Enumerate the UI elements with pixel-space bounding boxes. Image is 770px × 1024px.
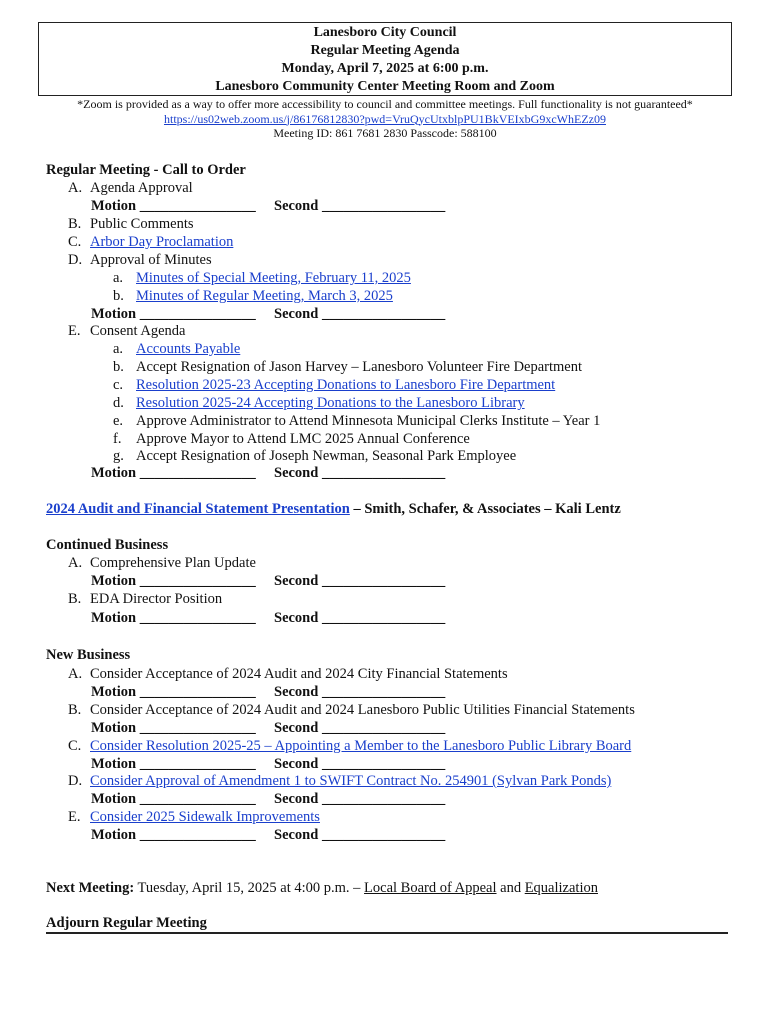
- public-comments-label: Public Comments: [90, 216, 194, 232]
- list-item: c. Resolution 2025-23 Accepting Donations to Lanesboro Fire Department: [113, 377, 556, 393]
- meeting-date: Monday, April 7, 2025 at 6:00 p.m.: [281, 61, 489, 76]
- list-item: E. Consider 2025 Sidewalk Improvements: [68, 809, 320, 825]
- list-item: D. Approval of Minutes: [68, 252, 212, 268]
- list-item: d. Resolution 2025-24 Accepting Donations to the Lanesboro Library: [113, 395, 525, 411]
- zoom-info: [0, 97, 770, 141]
- motion-line: Motion ________________ Second _________________: [91, 720, 446, 736]
- motion-line: Motion ________________ Second _________________: [91, 573, 446, 589]
- motion-line: Motion ________________ Second _________________: [91, 756, 446, 772]
- meeting-location: Lanesboro Community Center Meeting Room and Zoom: [215, 79, 555, 94]
- bottom-rule: [46, 932, 728, 934]
- motion-line: Motion ________________ Second _________________: [91, 791, 446, 807]
- motion-line: Motion ________________ Second _________________: [91, 198, 446, 214]
- section-heading-continued: Continued Business: [46, 537, 169, 553]
- regular-meeting-minutes-link[interactable]: Minutes of Regular Meeting, March 3, 2025: [136, 288, 393, 304]
- approval-of-minutes-label: Approval of Minutes: [90, 252, 212, 268]
- zoom-disclaimer: *Zoom is provided as a way to offer more accessibility to council and committee meetings. Full functionality is not guaranteed*: [77, 97, 693, 111]
- motion-line: Motion ________________ Second _________________: [91, 684, 446, 700]
- next-meeting-line: Next Meeting: Tuesday, April 15, 2025 at 4:00 p.m. – Local Board of Appeal and Equalization: [46, 880, 598, 896]
- motion-line: Motion ________________ Second _________________: [91, 465, 446, 481]
- agenda-type: Regular Meeting Agenda: [310, 43, 460, 58]
- council-name: Lanesboro City Council: [313, 25, 457, 40]
- list-item: f. Approve Mayor to Attend LMC 2025 Annual Conference: [113, 431, 470, 447]
- list-item: b. Accept Resignation of Jason Harvey – Lanesboro Volunteer Fire Department: [113, 359, 583, 375]
- zoom-link[interactable]: https://us02web.zoom.us/j/86176812830?pwd=VruQycUtxblpPU1BkVEIxbG9xcWhEZz09: [163, 111, 606, 126]
- arbor-day-link[interactable]: Arbor Day Proclamation: [90, 234, 234, 250]
- list-item: g. Accept Resignation of Joseph Newman, Seasonal Park Employee: [113, 448, 517, 464]
- section-heading-regular: Regular Meeting - Call to Order: [46, 162, 246, 178]
- audit-presentation-link[interactable]: 2024 Audit and Financial Statement Presentation: [46, 501, 350, 517]
- list-item: A. Agenda Approval: [68, 180, 193, 196]
- adjourn-heading: Adjourn Regular Meeting: [46, 915, 207, 931]
- list-item: B. Public Comments: [68, 216, 194, 232]
- list-item: C. Arbor Day Proclamation: [68, 234, 234, 250]
- list-item: E. Consent Agenda: [68, 323, 186, 339]
- list-item: b. Minutes of Regular Meeting, March 3, 2025: [113, 288, 393, 304]
- sidewalk-improvements-link[interactable]: Consider 2025 Sidewalk Improvements: [90, 809, 320, 825]
- list-item: B. EDA Director Position: [68, 591, 223, 607]
- motion-line: Motion ________________ Second _________________: [91, 610, 446, 626]
- resolution-2025-24-link[interactable]: Resolution 2025-24 Accepting Donations to the Lanesboro Library: [136, 395, 525, 411]
- resolution-2025-25-link[interactable]: Consider Resolution 2025-25 – Appointing a Member to the Lanesboro Public Library Board: [90, 738, 632, 754]
- list-item: B. Consider Acceptance of 2024 Audit and 2024 Lanesboro Public Utilities Financial Statements: [68, 702, 635, 718]
- accounts-payable-link[interactable]: Accounts Payable: [136, 341, 241, 357]
- zoom-meeting-id: Meeting ID: 861 7681 2830 Passcode: 588100: [273, 126, 497, 140]
- list-item: C. Consider Resolution 2025-25 – Appointing a Member to the Lanesboro Public Library Board: [68, 738, 632, 754]
- swift-contract-link[interactable]: Consider Approval of Amendment 1 to SWIFT Contract No. 254901 (Sylvan Park Ponds): [90, 773, 612, 789]
- list-item: a. Minutes of Special Meeting, February 11, 2025: [113, 270, 411, 286]
- motion-line: Motion ________________ Second _________________: [91, 827, 446, 843]
- resolution-2025-23-link[interactable]: Resolution 2025-23 Accepting Donations to Lanesboro Fire Department: [136, 377, 556, 393]
- motion-line: Motion ________________ Second _________________: [91, 306, 446, 322]
- list-item: A. Consider Acceptance of 2024 Audit and 2024 City Financial Statements: [68, 666, 508, 682]
- list-item: A. Comprehensive Plan Update: [68, 555, 256, 571]
- special-meeting-minutes-link[interactable]: Minutes of Special Meeting, February 11, 2025: [136, 270, 411, 286]
- consent-agenda-label: Consent Agenda: [90, 323, 186, 339]
- section-heading-new-business: New Business: [46, 647, 131, 663]
- list-item: a. Accounts Payable: [113, 341, 241, 357]
- list-item: e. Approve Administrator to Attend Minnesota Municipal Clerks Institute – Year 1: [113, 413, 601, 429]
- audit-presentation-line: 2024 Audit and Financial Statement Presentation – Smith, Schafer, & Associates – Kali Lentz: [46, 501, 621, 517]
- agenda-header-box: [38, 22, 732, 96]
- next-meeting-label: Next Meeting:: [46, 880, 135, 896]
- list-item: D. Consider Approval of Amendment 1 to SWIFT Contract No. 254901 (Sylvan Park Ponds): [68, 773, 612, 789]
- agenda-approval-label: Agenda Approval: [90, 180, 193, 196]
